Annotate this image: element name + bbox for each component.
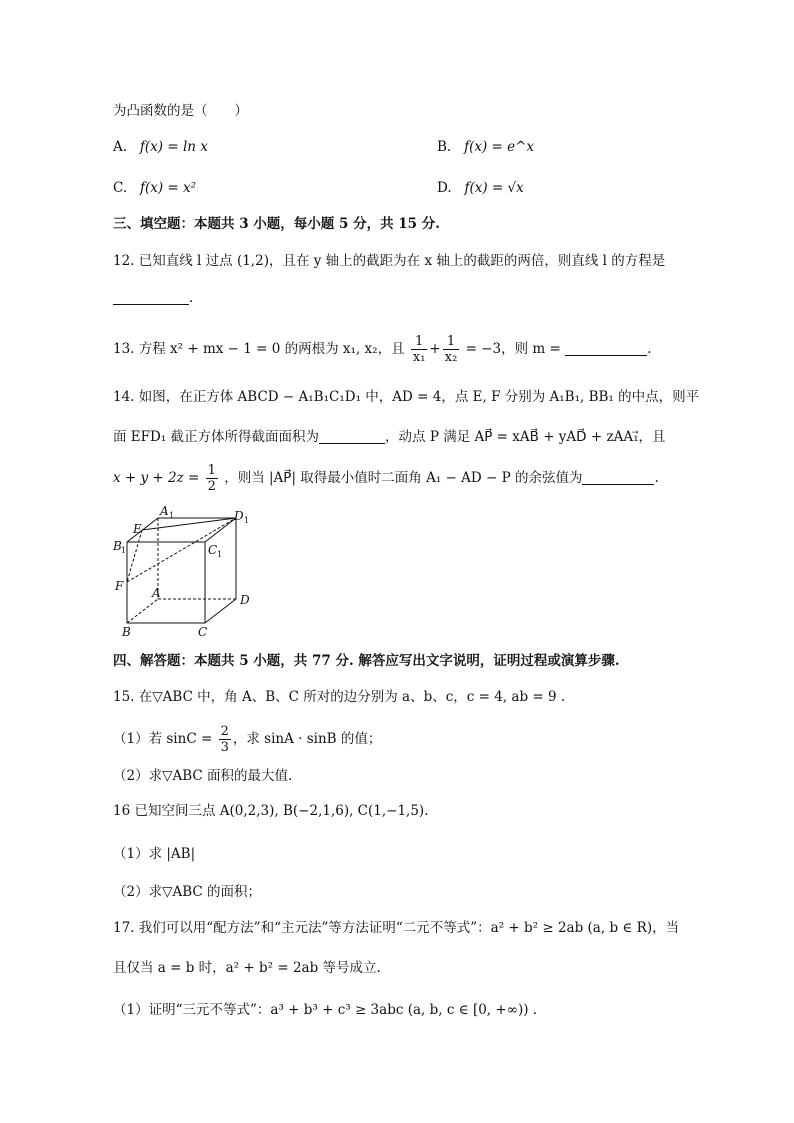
fraction-1-over-2 [206,463,218,494]
option-a-label: A. [113,139,128,155]
fraction-numerator: 1 [443,334,460,350]
label-a: A [152,586,161,600]
edge-cd [205,599,236,623]
edge-ba-hidden [127,599,158,623]
question-15-part-1 [113,723,381,755]
option-b-text: f(x) = e^x [464,139,535,155]
question-12-line-1: 12. 已知直线 l 过点 (1,2)，且在 y 轴上的截距为在 x 轴上的截距的两倍，则直线 l 的方程是 [113,253,666,269]
option-b [437,137,534,157]
fraction-numerator: 2 [220,724,229,739]
option-a-text: f(x) = ln x [139,139,208,155]
option-d-text: f(x) = √x [464,180,524,196]
label-e: E [133,522,142,536]
question-13 [113,333,651,365]
label-b: B [122,625,131,639]
answer-blank-12[interactable] [113,290,189,305]
question-15-part-2: （2）求▽ABC 面积的最大值. [113,768,293,784]
label-a1-sub: 1 [169,511,175,520]
question-14-line-2b: ，动点 P 满足 AP⃗ = xAB⃗ + yAD⃗ + zAA₁⃗，且 [385,429,666,445]
option-a [113,137,208,157]
fraction-denominator: x₂ [444,350,458,365]
answer-blank-13[interactable] [565,341,647,356]
question-14-line-2 [113,427,666,447]
cube-figure [110,506,270,642]
option-d [437,178,524,198]
fraction-numerator: 1 [207,463,216,478]
fraction-denominator: 3 [220,740,229,755]
label-d: D [240,593,250,607]
plus-sign: + [429,341,441,357]
fraction-numerator: 1 [411,334,428,350]
label-d1-sub: 1 [244,516,250,525]
question-16-stem: 16 已知空间三点 A(0,2,3), B(−2,1,6), C(1,−1,5). [113,803,429,819]
fraction-1-over-x2 [443,334,460,365]
question-13-pre: 13. 方程 x² + mx − 1 = 0 的两根为 x₁, x₂，且 [113,341,405,357]
question-14-line-3a: x + y + 2z = [113,470,200,486]
label-c1-sub: 1 [217,550,223,559]
option-c-text: f(x) = x² [140,180,197,196]
answer-blank-14a[interactable] [319,429,385,444]
label-b1-sub: 1 [121,546,127,555]
option-c [113,178,196,198]
label-c: C [198,625,208,639]
label-f: F [115,579,124,593]
question-16-part-2: （2）求▽ABC 的面积； [113,884,262,900]
question-16-part-1: （1）求 |AB| [113,846,196,862]
section-3-heading: 三、填空题：本题共 3 小题，每小题 5 分，共 15 分. [113,216,440,232]
question-14-line-3 [113,462,659,494]
question-12-line-2 [113,288,193,308]
question-15-part-1b: ，求 sinA · sinB 的值； [232,731,382,747]
question-14-line-1: 14. 如图，在正方体 ABCD − A₁B₁C₁D₁ 中，AD = 4，点 E, F 分别为 A₁B₁, BB₁ 的中点，则平 [113,389,700,405]
answer-blank-14b[interactable] [582,470,654,485]
section-4-heading: 四、解答题：本题共 5 小题，共 77 分. 解答应写出文字说明，证明过程或演算步骤. [113,653,620,669]
fraction-2-over-3 [219,724,231,755]
question-14-line-3b: ，则当 |AP⃗| 取得最小值时二面角 A₁ − AD − P 的余弦值为 [224,470,583,486]
question-13-post: = −3，则 m = [465,341,561,357]
label-d1: D [234,509,244,523]
question-17-line-1: 17. 我们可以用“配方法”和“主元法”等方法证明“二元不等式”：a² + b² ≥ 2ab (a, b ∈ R)，当 [113,920,680,936]
question-17-part-1: （1）证明“三元不等式”：a³ + b³ + c³ ≥ 3abc (a, b, c ∈ [0, +∞)) . [113,1002,538,1018]
question-17-line-2: 且仅当 a = b 时，a² + b² = 2ab 等号成立. [113,960,381,976]
label-a1: A [160,506,169,518]
label-c1: C [208,543,218,557]
question-14-line-2a: 面 EFD₁ 截正方体所得截面面积为 [113,429,320,445]
fraction-denominator: 2 [207,479,216,494]
question-15-part-1a: （1）若 sinC = [113,731,213,747]
fraction-1-over-x1 [411,334,428,365]
label-b1: B [113,539,122,553]
fraction-denominator: x₁ [412,350,426,365]
question-13-end: . [647,341,652,357]
line-ef-hidden [127,530,142,582]
option-b-label: B. [437,139,452,155]
question-14-end: . [654,470,659,486]
question-11-tail: 为凸函数的是（ ） [113,103,248,119]
option-d-label: D. [437,180,452,196]
question-15-stem: 15. 在▽ABC 中，角 A、B、C 所对的边分别为 a、b、c，c = 4, ab = 9 . [113,689,566,705]
question-12-end: . [189,290,194,306]
option-c-label: C. [113,180,128,196]
